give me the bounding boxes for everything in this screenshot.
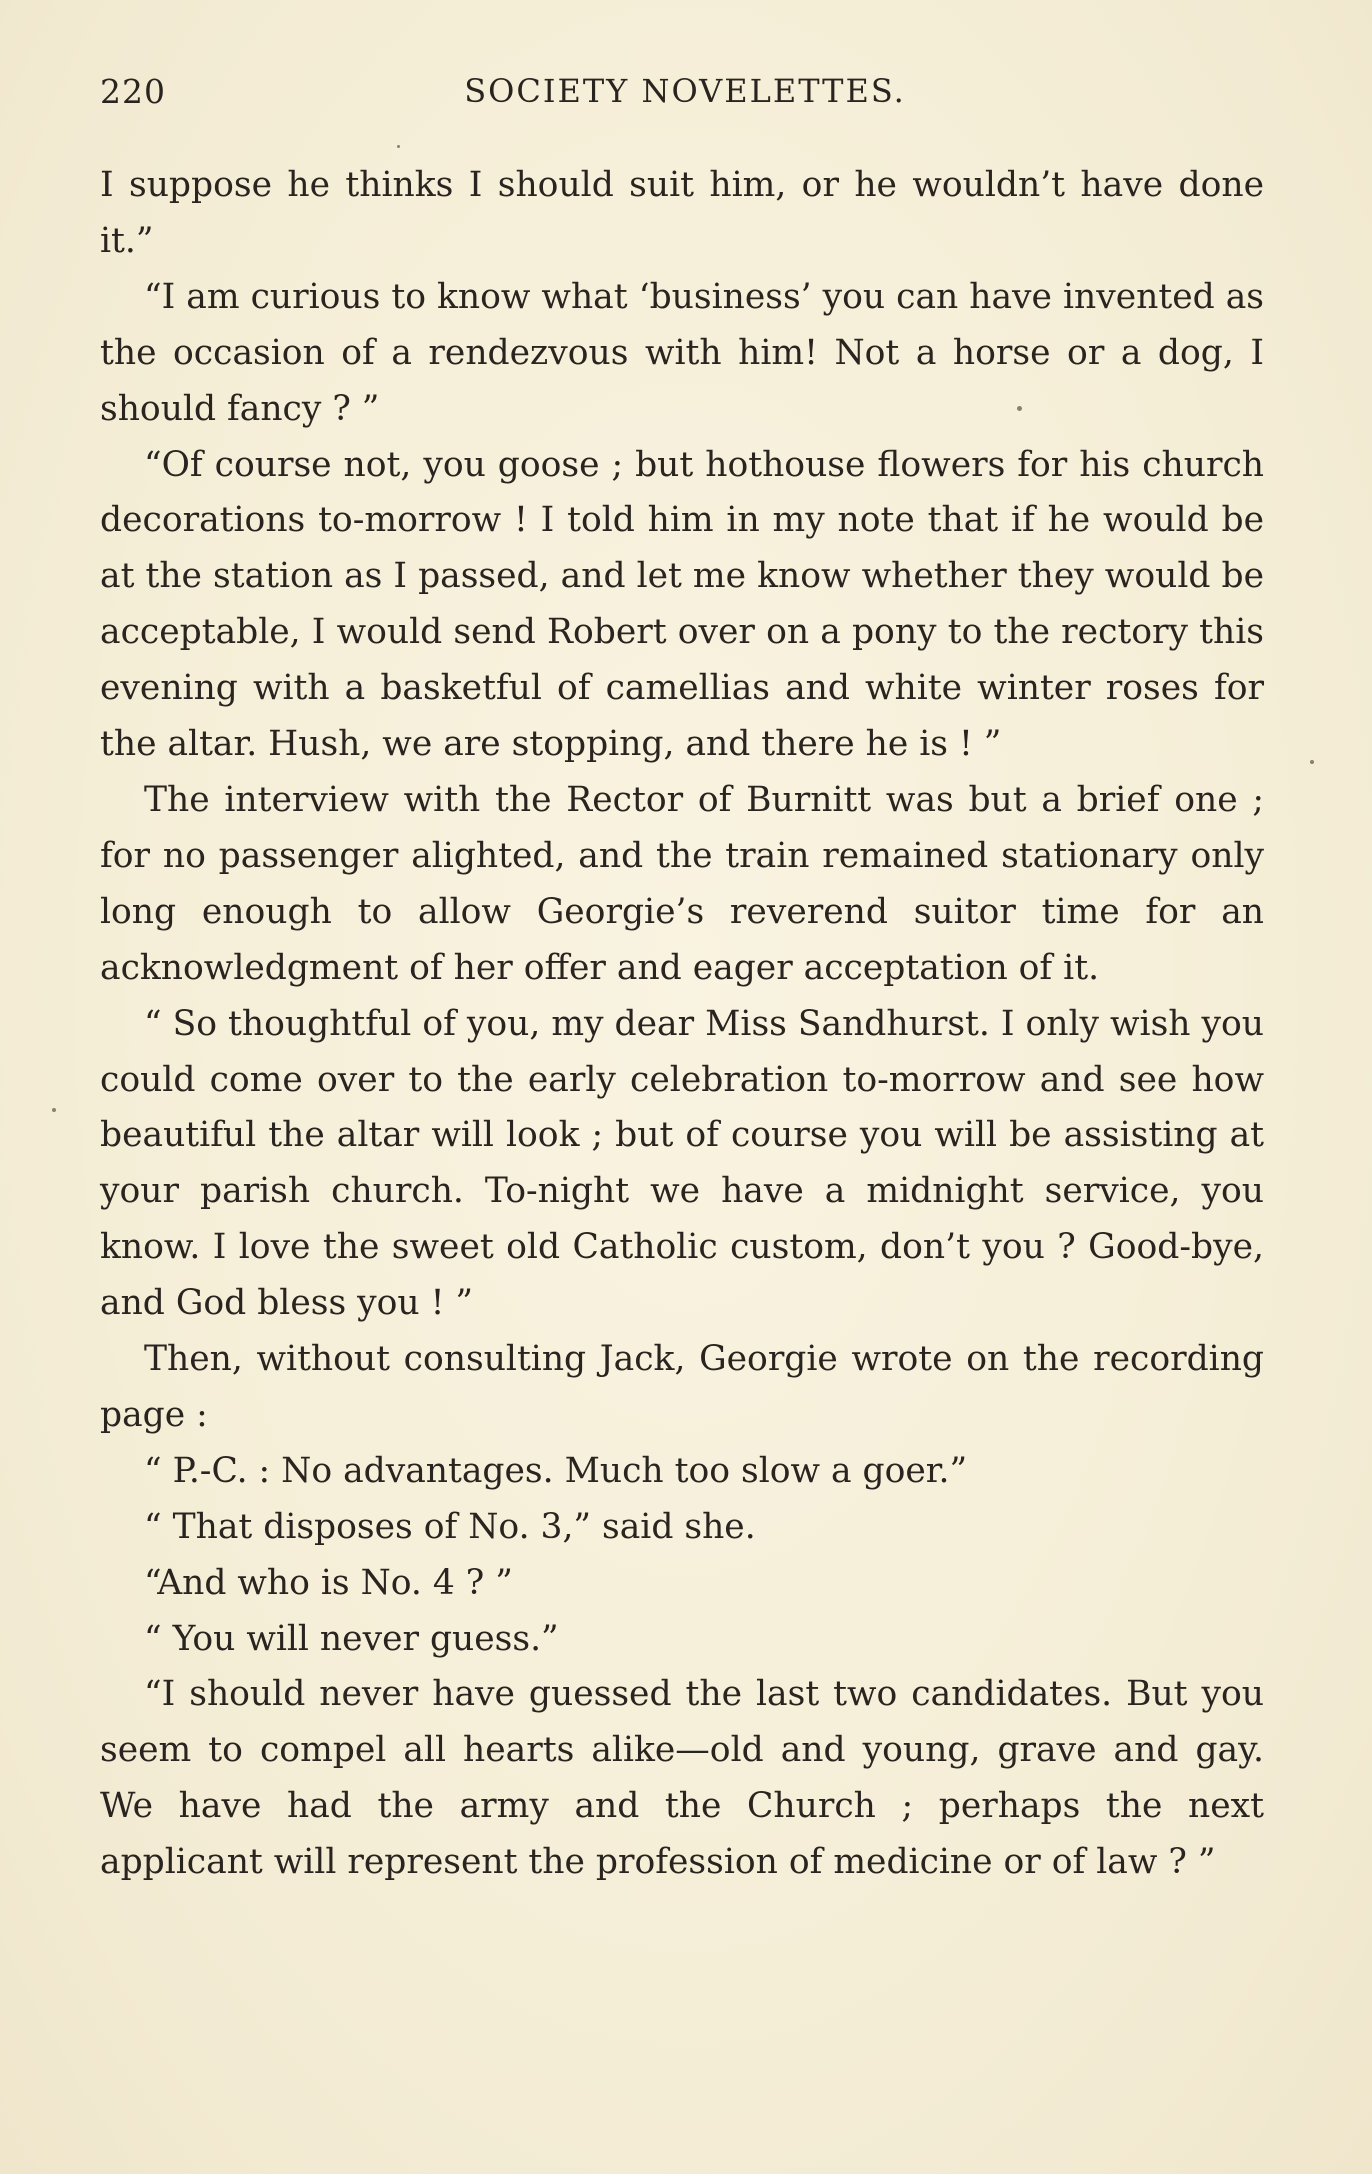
running-title: SOCIETY NOVELETTES. <box>464 72 906 110</box>
paragraph-10: “ You will never guess.” <box>144 1618 559 1659</box>
paper-speck <box>397 145 400 148</box>
paragraph-9: “And who is No. 4 ? ” <box>144 1562 513 1603</box>
paragraph-8: “ That disposes of No. 3,” said she. <box>144 1506 756 1547</box>
paragraph-5: “ So thoughtful of you, my dear Miss Sandhurst. I only wish you could come over to the early celebration to-morrow and see how beautiful the altar will look ; but of course you will be assisting at your parish church. To-night we have a midnight service, you know. I love the sweet old Catholic custom, don’t you ? Good-bye, and God bless you ! ” <box>100 1003 1264 1324</box>
paper-speck <box>1017 406 1022 411</box>
paper-speck <box>1310 760 1314 764</box>
paragraph-1: I suppose he thinks I should suit him, or he wouldn’t have done it.” <box>100 165 1264 261</box>
paragraph-3: “Of course not, you goose ; but hothouse flowers for his church decorations to-morrow ! I told him in my note that if he would be at the station as I passed, and let me know whether they would be acceptable, I would send Robert over on a pony to the rectory this evening with a basketful of camellias and white winter roses for the altar. Hush, we are stopping, and there he is ! ” <box>100 444 1264 765</box>
paragraph-2: “I am curious to know what ‘business’ you can have invented as the occasion of a rendezvous with him! Not a horse or a dog, I should fancy ? ” <box>100 276 1264 429</box>
page-number: 220 <box>100 72 166 111</box>
paragraph-6: Then, without consulting Jack, Georgie wrote on the recording page : <box>100 1339 1264 1435</box>
paragraph-11: “I should never have guessed the last two candidates. But you seem to compel all hearts alike—old and young, grave and gay. We have had the army and the Church ; perhaps the next applicant will represent the profession of medicine or of law ? ” <box>100 1674 1264 1883</box>
body-text <box>100 158 1264 1891</box>
paragraph-7: “ P.-C. : No advantages. Much too slow a goer.” <box>144 1450 968 1491</box>
page-header <box>100 72 1270 122</box>
paragraph-4: The interview with the Rector of Burnitt was but a brief one ; for no passenger alighted, and the train remained stationary only long enough to allow Georgie’s reverend suitor time for an acknowledgment of her offer and eager acceptation of it. <box>100 779 1264 988</box>
paper-speck <box>52 1108 56 1112</box>
